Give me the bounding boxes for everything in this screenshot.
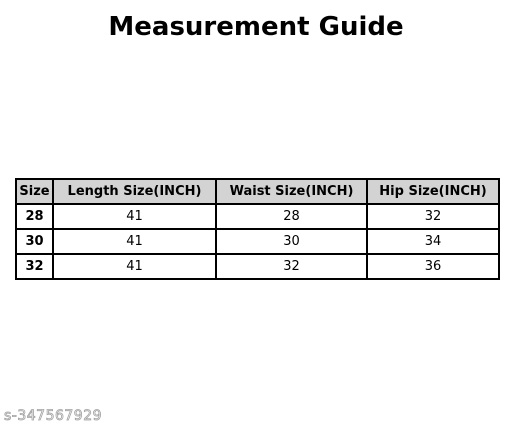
table-header-row (16, 179, 499, 204)
hip-cell: 36 (367, 254, 499, 279)
waist-cell: 32 (216, 254, 367, 279)
size-cell: 32 (16, 254, 53, 279)
watermark-id: s-347567929 (4, 408, 103, 424)
header-waist-size: Waist Size(INCH) (216, 179, 367, 204)
length-cell: 41 (53, 204, 216, 229)
size-cell: 30 (16, 229, 53, 254)
header-size: Size (16, 179, 53, 204)
waist-cell: 30 (216, 229, 367, 254)
length-cell: 41 (53, 229, 216, 254)
header-hip-size: Hip Size(INCH) (367, 179, 499, 204)
table-row (16, 204, 499, 229)
header-length-size: Length Size(INCH) (53, 179, 216, 204)
length-cell: 41 (53, 254, 216, 279)
hip-cell: 34 (367, 229, 499, 254)
size-cell: 28 (16, 204, 53, 229)
table-row (16, 254, 499, 279)
table-row (16, 229, 499, 254)
measurement-table (15, 178, 500, 280)
page-title: Measurement Guide (108, 12, 404, 42)
hip-cell: 32 (367, 204, 499, 229)
waist-cell: 28 (216, 204, 367, 229)
